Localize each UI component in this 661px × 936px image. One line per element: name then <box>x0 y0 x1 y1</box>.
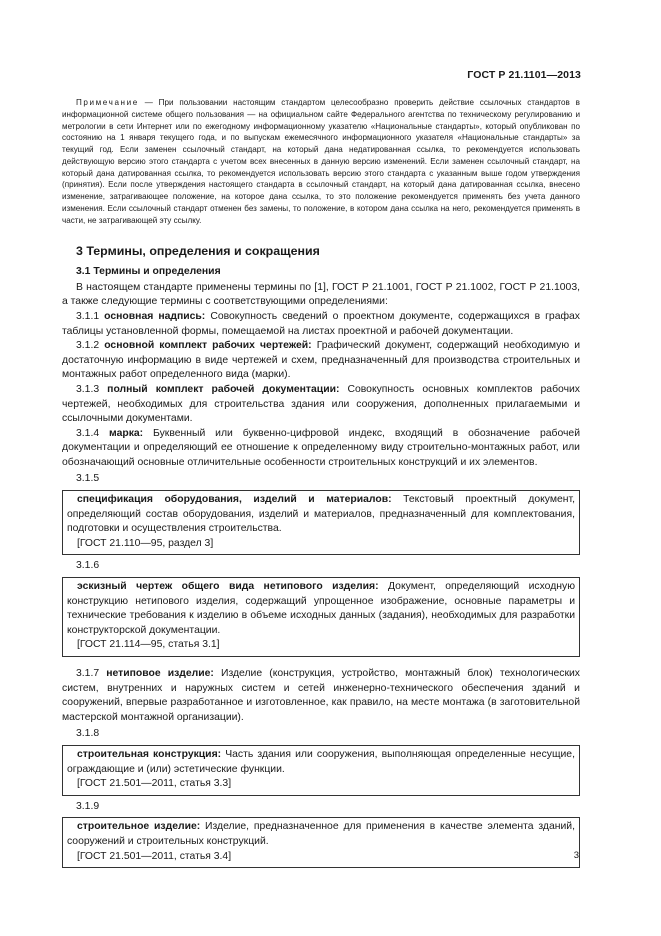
term-number-3-1-6: 3.1.6 <box>76 560 100 572</box>
term-source-ref: [ГОСТ 21.501—2011, статья 3.3] <box>77 778 232 790</box>
term-number-3-1-5: 3.1.5 <box>76 473 100 485</box>
term-number: 3.1.2 <box>76 340 100 352</box>
subsection-title: 3.1 Термины и определения <box>76 266 221 278</box>
term-3-1-4 <box>62 427 580 471</box>
term-entry <box>67 493 575 537</box>
note-text: — При пользовании настоящим стандартом целесообразно проверить действие ссылочных стандартов в информационной системе общего пользования — на официальном сайте Федерального агентства по техническому регулированию и метрологии в сети Интернет или по ежегодному информационному указателю «Национальные стандарты», который опубликован по состоянию на 1 января текущего года, и по выпускам ежемесячного информационного указателя «Национальные стандарты» за текущий год. Если заменен ссылочный стандарт, на который дана недатированная ссылка, то рекомендуется использовать действующую версию этого стандарта с учетом всех внесенных в данную версию изменений. Если заменен ссылочный стандарт, на который дана датированная ссылка, то рекомендуется использовать версию этого стандарта с указанным выше годом утверждения (принятия). Если после утверждения настоящего стандарта в ссылочный стандарт, на который дана датированная ссылка, внесено изменение, затрагивающее положение, на которое дана ссылка, то это положение рекомендуется применять без учета данного изменения. Если ссылочный стандарт отменен без замены, то положение, в котором дана ссылка на него, рекомендуется применять в части, не затрагивающей эту ссылку. <box>62 98 580 225</box>
term-name: нетиповое изделие: <box>106 668 214 679</box>
term-definition: Изделие, предназначенное для применения в качестве элемента зданий, сооружений и строительных конструкций. <box>67 821 575 847</box>
term-box-3-1-5 <box>62 490 580 555</box>
term-name: спецификация оборудования, изделий и материалов: <box>77 494 392 506</box>
term-entry <box>67 748 575 777</box>
term-box-3-1-8 <box>62 745 580 796</box>
term-3-1-3 <box>62 383 580 427</box>
reference-note <box>62 97 580 226</box>
document-code-header: ГОСТ Р 21.1101—2013 <box>467 69 581 81</box>
term-name: эскизный чертеж общего вида нетипового изделия: <box>77 581 379 593</box>
term-definition: Совокупность сведений о проектном документе, содержащихся в графах таблицы установленной формы, помещаемой на листах проектной и рабочей документации. <box>62 310 581 337</box>
term-name: строительное изделие: <box>77 821 201 833</box>
page-content <box>62 97 580 872</box>
term-name: основной комплект рабочих чертежей: <box>104 340 312 352</box>
term-definition: Графический документ, содержащий необходимую и достаточную информацию в виде чертежей и схем, предназначенный для производства строительных и монтажных работ определенного вида (марки). <box>62 340 580 381</box>
term-definition: Документ, определяющий исходную конструкцию нетипового изделия, содержащий упрощенное изображение, основные параметры и технические требования к изделию в объеме исходных данных (задания), необходимых для разработки конструкторской документации. <box>67 581 576 636</box>
note-label: Примечание <box>76 98 139 107</box>
page-number: 3 <box>573 850 579 861</box>
section-title: 3 Термины, определения и сокращения <box>76 244 320 259</box>
term-definition: Изделие (конструкция, устройство, монтажный блок) технологических систем, внутренних и наружных систем и сетей инженерно-технического обеспечения зданий и сооружений, впервые разработанное и изготовленное, как правило, на месте монтажа (в заготовительной мастерской монтажной организации). <box>62 668 580 723</box>
term-3-1-7 <box>62 667 580 725</box>
intro-paragraph: В настоящем стандарте применены термины по [1], ГОСТ Р 21.1001, ГОСТ Р 21.1002, ГОСТ Р 21.1003, а также следующие термины с соответствующими определениями: <box>62 281 580 308</box>
term-number-3-1-8: 3.1.8 <box>76 728 100 740</box>
term-3-1-2 <box>62 339 580 383</box>
term-name: марка: <box>109 427 144 439</box>
term-number: 3.1.3 <box>76 383 100 395</box>
term-definition: Совокупность основных комплектов рабочих чертежей, необходимых для строительства здания или сооружения, дополненных прилагаемыми и ссылочными документами. <box>62 383 580 425</box>
term-name: полный комплект рабочей документации: <box>107 383 340 395</box>
term-name: строительная конструкция: <box>77 748 222 760</box>
term-box-3-1-9 <box>62 817 580 868</box>
term-box-3-1-6 <box>62 577 580 657</box>
term-number: 3.1.1 <box>76 310 100 322</box>
term-name: основная надпись: <box>104 310 206 322</box>
term-entry <box>67 580 575 638</box>
term-definition: Буквенный или буквенно-цифровой индекс, входящий в обозначение рабочей документации и определяющий ее отношение к определенному виду строительно-монтажных работ, или обозначающий основные отличительные особенности строительных конструкций и их элементов. <box>62 427 580 468</box>
term-source-ref: [ГОСТ 21.110—95, раздел 3] <box>77 537 214 549</box>
term-number: 3.1.4 <box>76 427 100 439</box>
term-source-ref: [ГОСТ 21.501—2011, статья 3.4] <box>77 850 232 862</box>
term-number-3-1-9: 3.1.9 <box>76 800 100 812</box>
term-definition: Часть здания или сооружения, выполняющая определенные несущие, ограждающие и (или) эстетические функции. <box>67 748 575 775</box>
term-source-ref: [ГОСТ 21.114—95, статья 3.1] <box>77 639 220 651</box>
term-3-1-1 <box>62 310 580 339</box>
term-number: 3.1.7 <box>76 668 100 679</box>
term-definition: Текстовый проектный документ, определяющий состав оборудования, изделий и материалов, предназначенный для комплектования, подготовки и осуществления строительства. <box>67 494 575 535</box>
term-entry <box>67 820 575 849</box>
